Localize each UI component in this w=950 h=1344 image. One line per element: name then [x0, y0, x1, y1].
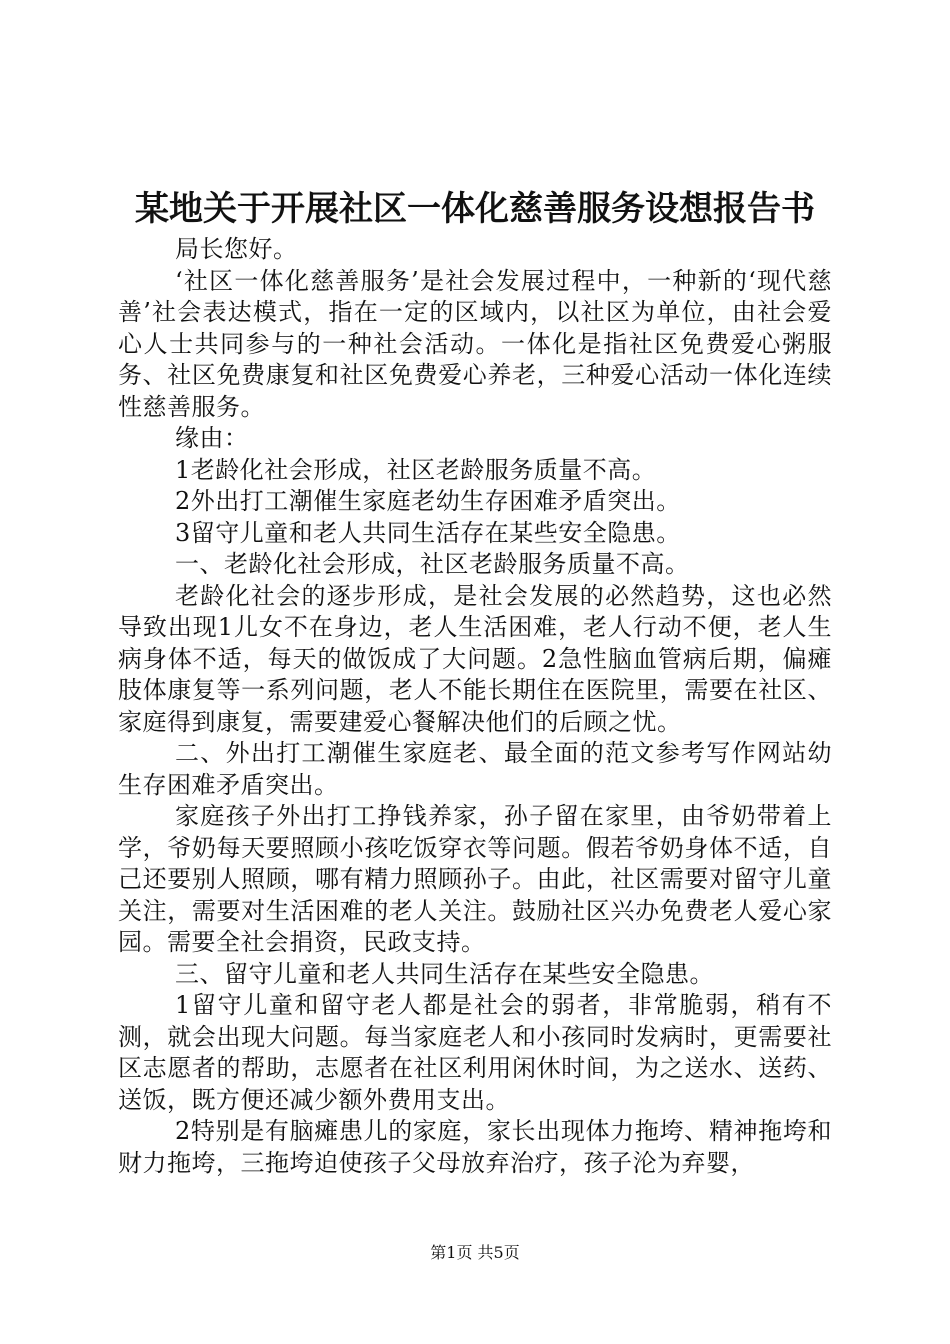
document-body [118, 234, 832, 1179]
paragraph-reason-3: 3留守儿童和老人共同生活存在某些安全隐患。 [175, 518, 681, 547]
paragraph-section-3-1: 1留守儿童和留守老人都是社会的弱者，非常脆弱，稍有不测，就会出现大问题。每当家庭老人和小孩同时发病时，更需要社区志愿者的帮助，志愿者在社区利用闲休时间，为之送水、送药、送饭，既方便还减少额外费用支出。 [118, 991, 832, 1114]
section-heading-2: 二、外出打工潮催生家庭老、最全面的范文参考写作网站幼生存困难矛盾突出。 [118, 739, 832, 799]
paragraph-section-1: 老龄化社会的逐步形成，是社会发展的必然趋势，这也必然导致出现1儿女不在身边，老人生活困难，老人行动不便，老人生病身体不适，每天的做饭成了大问题。2急性脑血管病后期，偏瘫肢体康复等一系列问题，老人不能长期住在医院里，需要在社区、家庭得到康复，需要建爱心餐解决他们的后顾之忧。 [118, 581, 832, 736]
page-number-footer: 第1页 共5页 [430, 1243, 520, 1262]
document-title: 某地关于开展社区一体化慈善服务设想报告书 [135, 189, 815, 229]
paragraph-reason-1: 1老龄化社会形成，社区老龄服务质量不高。 [175, 455, 657, 484]
section-heading-3: 三、留守儿童和老人共同生活存在某些安全隐患。 [175, 959, 714, 988]
paragraph-intro: ‘社区一体化慈善服务’是社会发展过程中，一种新的‘现代慈善’社会表达模式，指在一定的区域内，以社区为单位，由社会爱心人士共同参与的一种社会活动。一体化是指社区免费爱心粥服务、社区免费康复和社区免费爱心养老，三种爱心活动一体化连续性慈善服务。 [118, 266, 832, 421]
paragraph-section-2: 家庭孩子外出打工挣钱养家，孙子留在家里，由爷奶带着上学，爷奶每天要照顾小孩吃饭穿衣等问题。假若爷奶身体不适，自己还要别人照顾，哪有精力照顾孙子。由此，社区需要对留守儿童关注，需要对生活困难的老人关注。鼓励社区兴办免费老人爱心家园。需要全社会捐资，民政支持。 [118, 802, 832, 956]
paragraph-section-3-2: 2特别是有脑瘫患儿的家庭，家长出现体力拖垮、精神拖垮和财力拖垮，三拖垮迫使孩子父母放弃治疗，孩子沦为弃婴， [118, 1117, 832, 1177]
paragraph-reason-2: 2外出打工潮催生家庭老幼生存困难矛盾突出。 [175, 487, 681, 515]
section-heading-1: 一、老龄化社会形成，社区老龄服务质量不高。 [175, 550, 690, 578]
paragraph-greeting: 局长您好。 [175, 235, 298, 263]
paragraph-reasons-label: 缘由： [175, 424, 249, 452]
